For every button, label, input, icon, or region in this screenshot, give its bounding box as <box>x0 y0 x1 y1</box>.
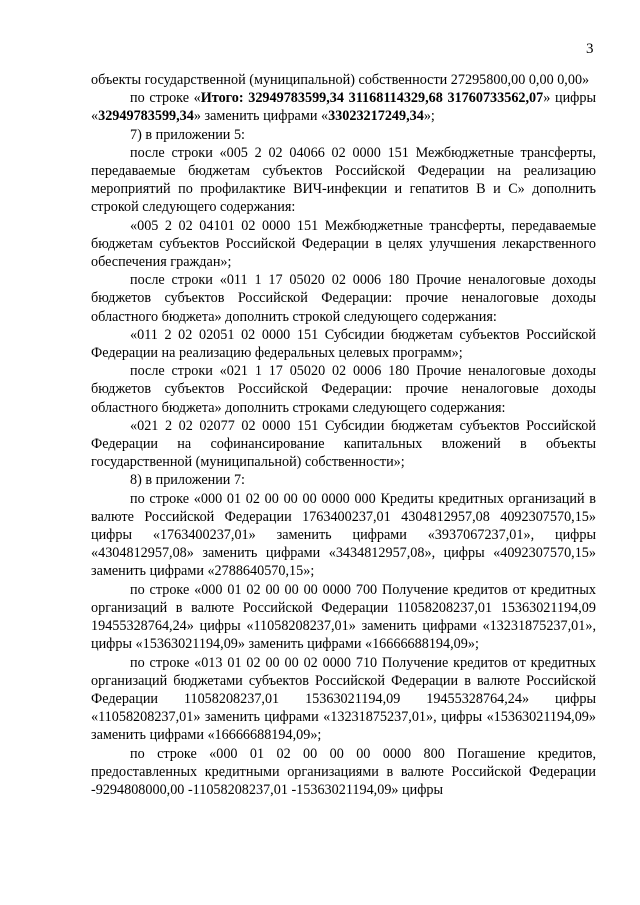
paragraph-p10: 8) в приложении 7: <box>130 472 245 489</box>
page-number: 3 <box>586 41 594 57</box>
paragraph-p03: 7) в приложении 5: <box>130 126 245 143</box>
paragraph-p01: объекты государственной (муниципальной) собственности 27295800,00 0,00 0,00» <box>91 72 590 88</box>
paragraph-p04: после строки «005 2 02 04066 02 0000 151 Межбюджетные трансферты, передаваемые бюджетам субъектов Российской Федерации на реализацию мероприятий по профилактике ВИЧ-инфекции и гепатитов B и C» дополнить строкой следующего содержания: <box>91 144 596 216</box>
bold-fragment: 32949783599,34 <box>98 108 194 125</box>
text-fragment: » цифры « <box>91 90 596 125</box>
bold-fragment: 33023217249,34 <box>328 108 424 125</box>
text-fragment: по строке « <box>130 90 201 107</box>
paragraph-p12: по строке «000 01 02 00 00 00 0000 700 Получение кредитов от кредитных организаций в валюте Российской Федерации 11058208237,01 15363021194,09 19455328764,24» цифры «11058208237,01» заменить цифрами «13231875237,01», цифры «15363021194,09» заменить цифрами «16666688194,09»; <box>91 581 596 653</box>
bold-fragment: Итого: 32949783599,34 31168114329,68 31760733562,07 <box>200 90 544 107</box>
text-fragment: » заменить цифрами « <box>193 108 329 125</box>
paragraph-p09: «021 2 02 02077 02 0000 151 Субсидии бюджетам субъектов Российской Федерации на софинансирование капитальных вложений в объекты государственной (муниципальной) собственности»; <box>91 417 596 471</box>
paragraph-p07: «011 2 02 02051 02 0000 151 Субсидии бюджетам субъектов Российской Федерации на реализацию федеральных целевых программ»; <box>91 326 596 362</box>
document-body <box>91 71 596 799</box>
paragraph-p13: по строке «013 01 02 00 00 02 0000 710 Получение кредитов от кредитных организаций бюджетами субъектов Российской Федерации в валюте Российской Федерации 11058208237,01 15363021194,09 19455328764,24» цифры «11058208237,01» заменить цифрами «13231875237,01», цифры «15363021194,09» заменить цифрами «16666688194,09»; <box>91 654 596 744</box>
paragraph-p06: после строки «011 1 17 05020 02 0006 180 Прочие неналоговые доходы бюджетов субъектов Российской Федерации: прочие неналоговые доходы областного бюджета» дополнить строкой следующего содержания: <box>91 272 596 325</box>
paragraph-p14: по строке «000 01 02 00 00 00 0000 800 Погашение кредитов, предоставленных кредитными организациями в валюте Российской Федерации -9294808000,00 -11058208237,01 -15363021194,09» цифры <box>91 745 596 798</box>
paragraph-p05: «005 2 02 04101 02 0000 151 Межбюджетные трансферты, передаваемые бюджетам субъектов Российской Федерации в целях улучшения лекарственного обеспечения граждан»; <box>91 217 596 271</box>
paragraph-p08: после строки «021 1 17 05020 02 0006 180 Прочие неналоговые доходы бюджетов субъектов Российской Федерации: прочие неналоговые доходы областного бюджета» дополнить строками следующего содержания: <box>91 363 596 416</box>
paragraph-p11: по строке «000 01 02 00 00 00 0000 000 Кредиты кредитных организаций в валюте Российской Федерации 1763400237,01 4304812957,08 4092307570,15» цифры «1763400237,01» заменить цифрами «3937067237,01», цифры «4304812957,08» заменить цифрами «3434812957,08», цифры «4092307570,15» заменить цифрами «2788640570,15»; <box>91 490 596 580</box>
text-fragment: »; <box>423 108 435 125</box>
paragraph-p02 <box>91 89 596 125</box>
